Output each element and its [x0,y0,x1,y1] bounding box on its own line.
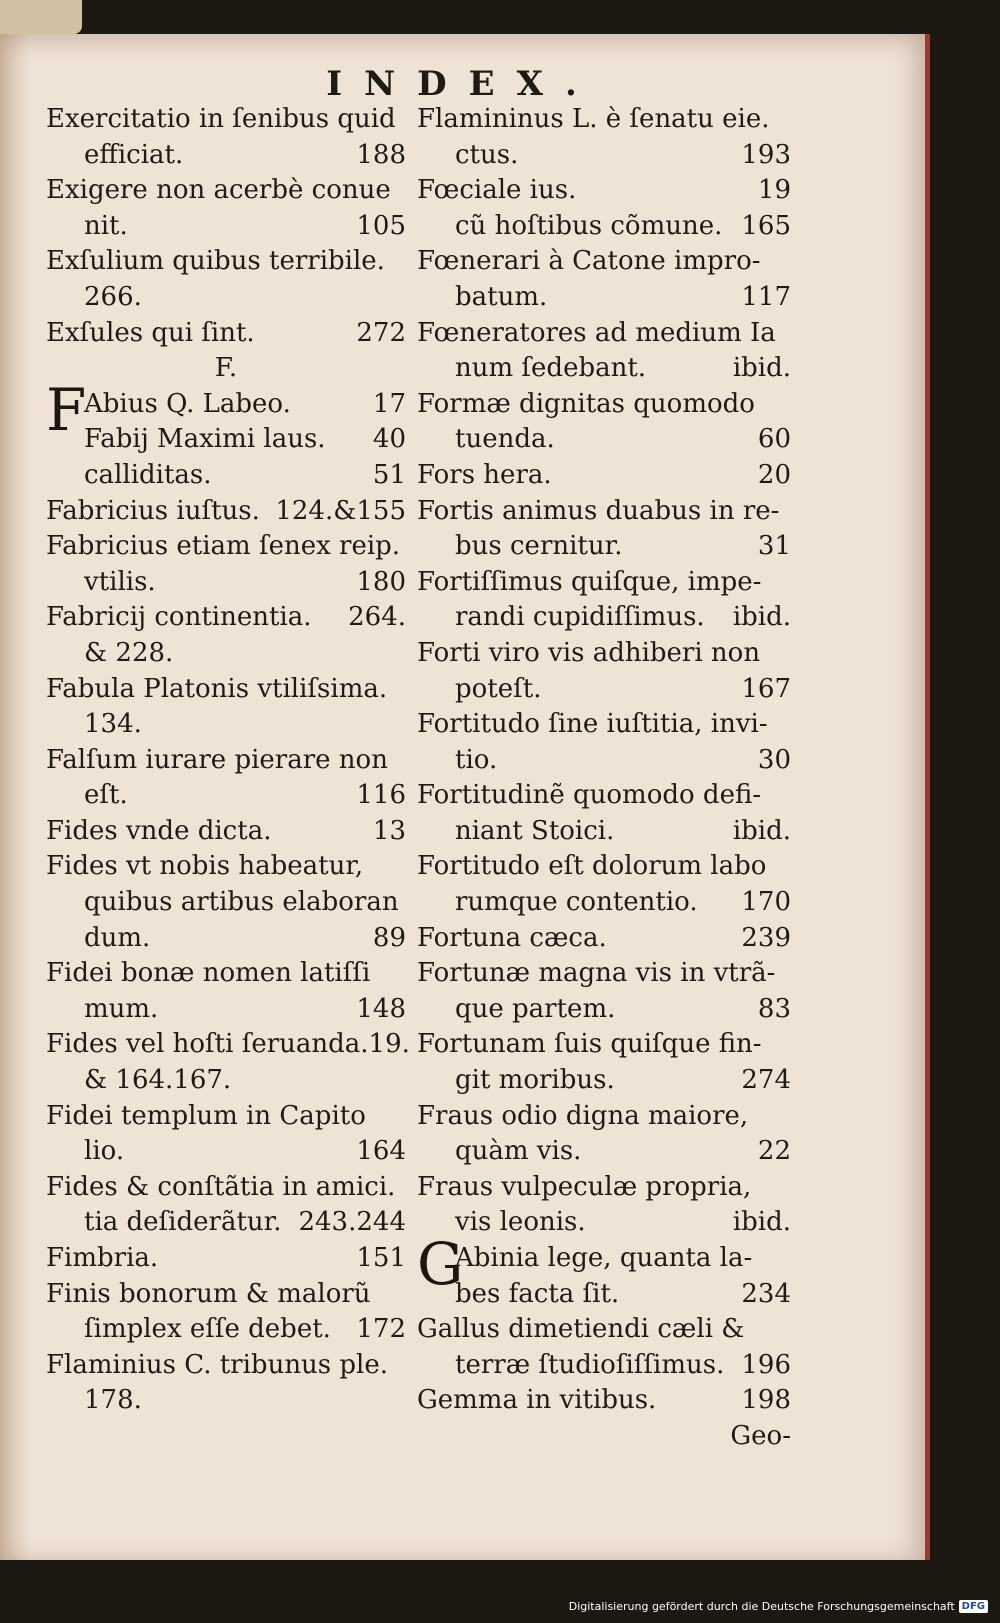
index-entry-line [46,102,406,138]
index-page-number: 193 [741,139,791,170]
index-entry-text: eſt. [84,780,128,811]
index-page-number: 116 [356,780,406,811]
index-entry-line [46,1312,406,1348]
index-entry-text: tia deſiderãtur. [84,1207,282,1238]
index-entry-line [46,1063,406,1099]
index-entry-line [417,1312,791,1348]
dfg-logo: DFG [959,1600,988,1613]
index-entry-text: Fortitudo eſt dolorum labo [417,851,767,882]
index-entry-text: Fortunam ſuis quiſque fin- [417,1029,762,1060]
index-entry-line [417,885,791,921]
index-entry-line [417,494,791,530]
index-entry-text: Exſulium quibus terribile. [46,246,385,277]
index-column-left [46,102,410,1419]
index-page-number: ibid. [732,353,791,384]
index-page-number: 83 [757,993,791,1024]
index-entry-line [417,1383,791,1419]
index-entry-line [417,1027,791,1063]
index-entry-line [46,458,406,494]
index-entry-line [417,422,791,458]
index-entry-line [417,1205,791,1241]
index-entry-line [46,1205,406,1241]
index-entry-text: Fimbria. [46,1243,159,1273]
index-page-number: 151 [356,1243,406,1273]
index-entry-text: calliditas. [84,459,212,490]
index-entry-line [46,672,406,708]
index-entry-text: cũ hoſtibus cõmune. [455,210,723,241]
index-entry-text: Formæ dignitas quomodo [417,388,755,419]
footer-text: Digitalisierung gefördert durch die Deutsche Forschungsgemeinschaft [568,1599,955,1613]
index-entry-text: Exſules qui ſint. [46,317,255,348]
book-page [0,34,930,1560]
index-entry-text: randi cupidiſſimus. [455,602,705,633]
index-page-number: 180 [356,566,406,597]
index-entry-text: Gallus dimetiendi cæli & [417,1314,745,1345]
index-page-number: 89 [372,922,406,953]
index-entry-line [46,814,406,850]
index-entry-line [417,280,791,316]
index-entry-line [46,885,406,921]
index-entry-text: Fides vnde dicta. [46,815,272,846]
index-entry-text: F. [214,353,238,384]
index-entry-text: 266. [84,281,142,312]
index-entry-text: mum. [84,993,159,1024]
index-entry-line [46,956,406,992]
index-entry-text: tio. [455,744,498,775]
index-page-number: 31 [757,531,791,562]
index-entry-line [417,1099,791,1135]
index-entry-text: Geo- [730,1420,791,1451]
index-page-number: ibid. [732,815,791,846]
index-entry-text: nit. [84,210,128,241]
index-page-number: 60 [757,424,791,455]
drop-cap-letter: G [417,1230,464,1298]
index-entry-line [46,1099,406,1135]
index-entry-line [417,244,791,280]
index-entry-line [46,849,406,885]
index-entry-text: Fidei templum in Capito [46,1100,366,1131]
index-entry-line [46,1277,406,1313]
index-entry-text: num ſedebant. [455,353,647,384]
index-entry-text: Exercitatio in ſenibus quid [46,104,396,134]
page-corner-tab [0,0,82,34]
index-entry-text: ſimplex eſſe debet. [84,1314,331,1345]
index-entry-line [417,387,791,423]
index-entry-text: que partem. [455,993,616,1024]
index-entry-text: Fabula Platonis vtiliſsima. [46,673,388,704]
index-entry-line [417,992,791,1028]
index-entry-line [46,494,406,530]
index-page-number: 170 [741,887,791,918]
index-entry-line [46,529,406,565]
index-entry-line [417,1063,791,1099]
index-entry-line [46,1134,406,1170]
index-entry-line [417,956,791,992]
drop-cap-letter: F [46,375,87,444]
index-entry-line [417,529,791,565]
index-entry-text: Fabricij continentia. [46,602,312,633]
index-page-number: 51 [372,459,406,490]
index-entry-text: Fraus vulpeculæ propria, [417,1171,752,1202]
index-entry-text: Fœciale ius. [417,175,577,206]
index-page-number: 243.244 [298,1207,406,1238]
index-page-number: 148 [356,993,406,1024]
index-entry-line [46,600,406,636]
index-entry-text: Gemma in vitibus. [417,1385,657,1416]
index-entry-line [46,565,406,601]
index-entry-line [46,173,406,209]
index-entry-text: Fides vel hoſti ſeruanda.19. [46,1029,410,1060]
index-entry-text: quibus artibus elaboran [84,887,399,918]
index-entry-line [46,778,406,814]
index-entry-line [417,316,791,352]
index-entry-line [417,921,791,957]
index-entry-line [417,458,791,494]
index-entry-text: Fortitudinẽ quomodo defi- [417,780,762,811]
index-entry-text: Flamininus L. è ſenatu eie. [417,104,770,134]
index-entry-text: quàm vis. [455,1136,582,1167]
index-entry-text: tuenda. [455,424,555,455]
index-page-number: 188 [356,139,406,170]
index-page-number: 165 [741,210,791,241]
index-page-number: 167 [741,673,791,704]
index-entry-text: efficiat. [84,139,184,170]
page-header: INDEX. [326,64,599,104]
index-entry-text: Finis bonorum & malorũ [46,1278,371,1309]
index-entry-line [417,778,791,814]
index-entry-line [417,138,791,174]
index-page-number: 274 [741,1065,791,1096]
index-entry-line [417,743,791,779]
index-entry-text: vtilis. [84,566,156,597]
index-page-number: 124.&155 [275,495,406,526]
index-entry-text: dum. [84,922,151,953]
index-entry-line [417,707,791,743]
index-page-number: 13 [372,815,406,846]
index-entry-line [46,209,406,245]
index-page-number: 22 [757,1136,791,1167]
index-entry-line [417,173,791,209]
index-entry-text: terræ ſtudioſiſſimus. [455,1349,725,1380]
index-entry-text: Fœneratores ad medium Ia [417,317,776,348]
index-entry-line [417,351,791,387]
index-entry-line [417,636,791,672]
index-entry-line [46,1348,406,1384]
index-entry-text: vis leonis. [455,1207,586,1238]
index-entry-text: git moribus. [455,1065,615,1096]
index-entry-text: batum. [455,281,548,312]
index-page-number: 198 [741,1385,791,1416]
index-entry-text: Fortis animus duabus in re- [417,495,780,526]
index-page-number: ibid. [732,602,791,633]
index-entry-text: Fides vt nobis habeatur, [46,851,364,882]
index-entry-text: & 228. [84,637,174,668]
index-entry-text: Fœnerari à Catone impro- [417,246,761,277]
index-entry-text: poteſt. [455,673,542,704]
index-page-number: 234 [741,1278,791,1309]
index-entry-text: Fraus odio digna maiore, [417,1100,749,1131]
index-entry-line [46,244,406,280]
index-entry-text: Fabricius etiam ſenex reip. [46,531,401,562]
index-entry-line [417,600,791,636]
index-entry-line [417,1348,791,1384]
index-page-number: 196 [741,1349,791,1380]
index-page-number: 30 [757,744,791,775]
index-entry-text: Fortiſſimus quiſque, impe- [417,566,762,597]
index-page-number: 20 [757,459,791,490]
index-entry-text: 178. [84,1385,142,1416]
index-entry-line [417,565,791,601]
index-entry-line [417,1170,791,1206]
digitization-footer [569,1593,988,1619]
index-page-number: 239 [741,922,791,953]
index-page-number: 172 [356,1314,406,1345]
index-page-number: 40 [372,424,406,455]
index-entry-line [417,102,791,138]
index-entry-line [417,814,791,850]
index-entry-line [46,636,406,672]
index-column-right [417,102,791,1455]
index-entry-text: Abius Q. Labeo. [84,388,291,419]
index-entry-text: Fabricius iuſtus. [46,495,260,526]
index-entry-text: rumque contentio. [455,887,698,918]
index-entry-text: Abinia lege, quanta la- [455,1243,753,1273]
index-entry-text: ctus. [455,139,519,170]
index-page-number: 264. [348,602,406,633]
index-entry-line [46,316,406,352]
index-entry-text: bes facta ſit. [455,1278,620,1309]
index-entry-line [417,209,791,245]
index-entry-text: Fides & conſtãtia in amici. [46,1171,396,1202]
index-entry-line [46,992,406,1028]
index-entry-text: bus cernitur. [455,531,623,562]
index-entry-text: 134. [84,709,142,740]
index-entry-line [46,1027,410,1063]
index-page-number: 272 [356,317,406,348]
index-entry-line [46,138,406,174]
index-entry-text: Fortitudo ſine iuſtitia, invi- [417,709,768,740]
index-entry-line [46,1170,406,1206]
index-entry-text: & 164.167. [84,1065,232,1096]
index-entry-text: Exigere non acerbè conue [46,175,391,206]
index-entry-text: Fidei bonæ nomen latiſſi [46,958,371,989]
index-entry-text: Falſum iurare pierare non [46,744,388,775]
index-entry-text: Fortuna cæca. [417,922,607,953]
index-page-number: 164 [356,1136,406,1167]
index-entry-line [417,672,791,708]
index-entry-line [46,1383,406,1419]
index-entry-text: lio. [84,1136,125,1167]
index-page-number: 105 [356,210,406,241]
index-entry-text: Forti viro vis adhiberi non [417,637,761,668]
index-entry-text: Fors hera. [417,459,552,490]
index-entry-line [46,280,406,316]
index-page-number: 19 [757,175,791,206]
index-page-number: 17 [372,388,406,419]
index-page-number: 117 [741,281,791,312]
index-entry-line [46,1241,406,1277]
index-entry-text: Fortunæ magna vis in vtrã- [417,958,776,989]
index-entry-text: Fabij Maximi laus. [84,424,326,455]
index-entry-text: Flaminius C. tribunus ple. [46,1349,389,1380]
index-entry-line [46,743,406,779]
index-page-number: ibid. [732,1207,791,1238]
index-entry-text: niant Stoici. [455,815,615,846]
index-entry-line [417,1277,791,1313]
index-entry-line [417,849,791,885]
index-entry-line [46,921,406,957]
gutter-shadow [0,34,30,1560]
index-entry-line [46,422,406,458]
index-entry-line [417,1134,791,1170]
index-entry-line [46,351,406,387]
index-entry-line [46,707,406,743]
index-entry-line [417,1419,791,1455]
